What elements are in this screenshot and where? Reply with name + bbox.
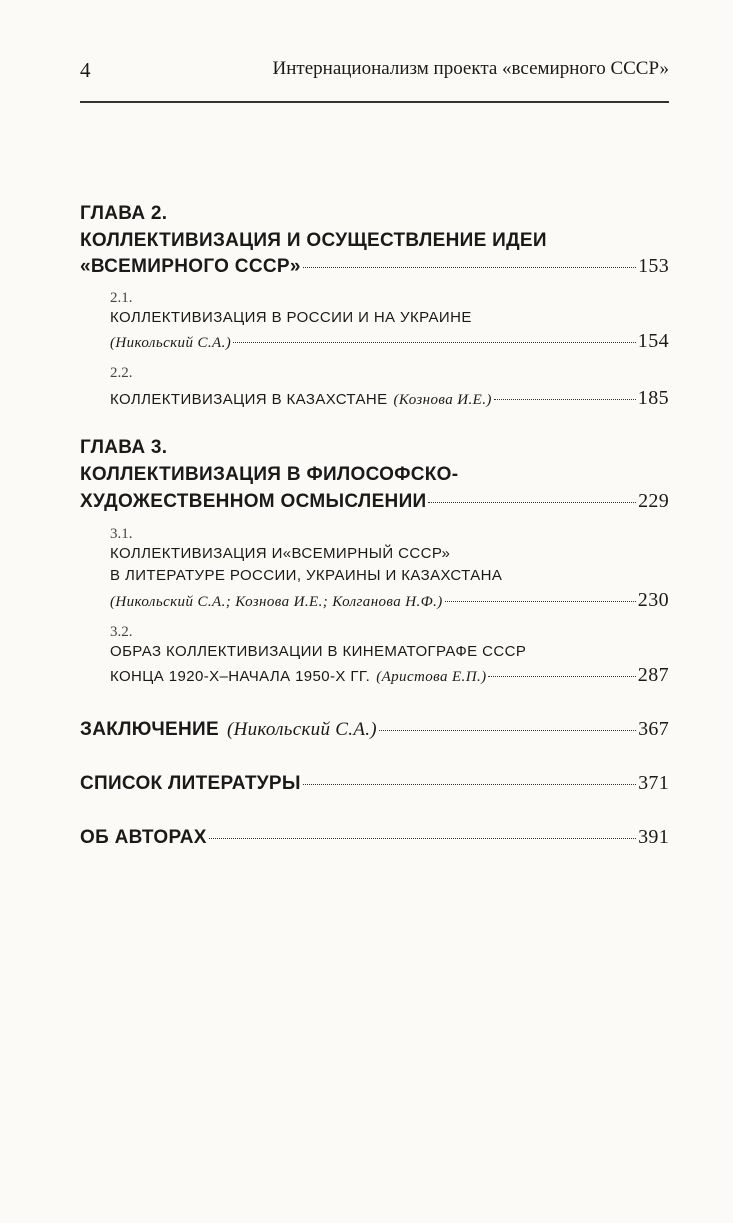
dot-leader [303,267,636,268]
chapter-3-entry[interactable] [80,490,669,513]
running-title: Интернационализм проекта «всемирного СССР» [272,58,669,79]
section-2-2-entry[interactable] [110,387,669,410]
page-number: 4 [80,58,91,82]
running-header [80,58,669,86]
dot-leader [488,676,635,677]
conclusion-title: ЗАКЛЮЧЕНИЕ [80,719,219,740]
conclusion-author: (Никольский С.А.) [226,719,377,740]
chapter-2-entry[interactable] [80,255,669,278]
dot-leader [303,784,636,785]
section-2-1-entry[interactable] [110,330,669,353]
chapter-3-title-line2: ХУДОЖЕСТВЕННОМ ОСМЫСЛЕНИИ [80,491,427,512]
dot-leader [445,601,636,602]
chapter-2-page: 153 [638,255,669,277]
chapter-3-page: 229 [638,490,669,512]
section-3-2-title-line1: ОБРАЗ КОЛЛЕКТИВИЗАЦИИ В КИНЕМАТОГРАФЕ СССР [110,643,527,660]
authors-entry[interactable] [80,826,669,849]
section-3-2-page: 287 [637,664,669,686]
dot-leader [494,399,636,400]
section-2-1-author: (Никольский С.А.) [110,335,232,351]
section-3-1-title-line2: В ЛИТЕРАТУРЕ РОССИИ, УКРАИНЫ И КАЗАХСТАНА [110,567,503,584]
conclusion-entry[interactable] [80,718,669,741]
section-3-2-number: 3.2. [110,624,133,640]
header-rule [80,101,669,103]
chapter-2-title-line2: «ВСЕМИРНОГО СССР» [80,256,301,277]
section-3-2-entry[interactable] [110,664,669,687]
section-3-1-entry[interactable] [110,589,669,612]
dot-leader [233,342,636,343]
chapter-3-title-line1: КОЛЛЕКТИВИЗАЦИЯ В ФИЛОСОФСКО- [80,464,459,485]
dot-leader [209,838,636,839]
chapter-2-title-line1: КОЛЛЕКТИВИЗАЦИЯ И ОСУЩЕСТВЛЕНИЕ ИДЕИ [80,230,547,251]
section-3-1-authors: (Никольский С.А.; Кознова И.Е.; Колганова Н.Ф.) [110,594,443,610]
references-page: 371 [638,772,669,794]
section-3-2-title-line2: КОНЦА 1920-Х–НАЧАЛА 1950-Х ГГ. [110,668,371,685]
section-2-2-author: (Кознова И.Е.) [393,392,492,408]
references-title: СПИСОК ЛИТЕРАТУРЫ [80,773,301,794]
conclusion-page: 367 [638,718,669,740]
authors-page: 391 [638,826,669,848]
section-3-1-page: 230 [637,589,669,611]
section-2-1-page: 154 [637,330,669,352]
dot-leader [428,502,636,503]
section-2-2-page: 185 [637,387,669,409]
section-2-1-number: 2.1. [110,290,133,306]
references-entry[interactable] [80,772,669,795]
section-2-1-title: КОЛЛЕКТИВИЗАЦИЯ В РОССИИ И НА УКРАИНЕ [110,309,472,326]
section-2-2-title: КОЛЛЕКТИВИЗАЦИЯ В КАЗАХСТАНЕ [110,391,388,408]
section-2-2-number: 2.2. [110,365,133,381]
chapter-3-label: ГЛАВА 3. [80,437,168,458]
dot-leader [379,730,636,731]
section-3-2-author: (Аристова Е.П.) [376,669,487,685]
chapter-2-label: ГЛАВА 2. [80,203,168,224]
section-3-1-number: 3.1. [110,526,133,542]
authors-title: ОБ АВТОРАХ [80,827,207,848]
section-3-1-title-line1: КОЛЛЕКТИВИЗАЦИЯ И«ВСЕМИРНЫЙ СССР» [110,545,451,562]
